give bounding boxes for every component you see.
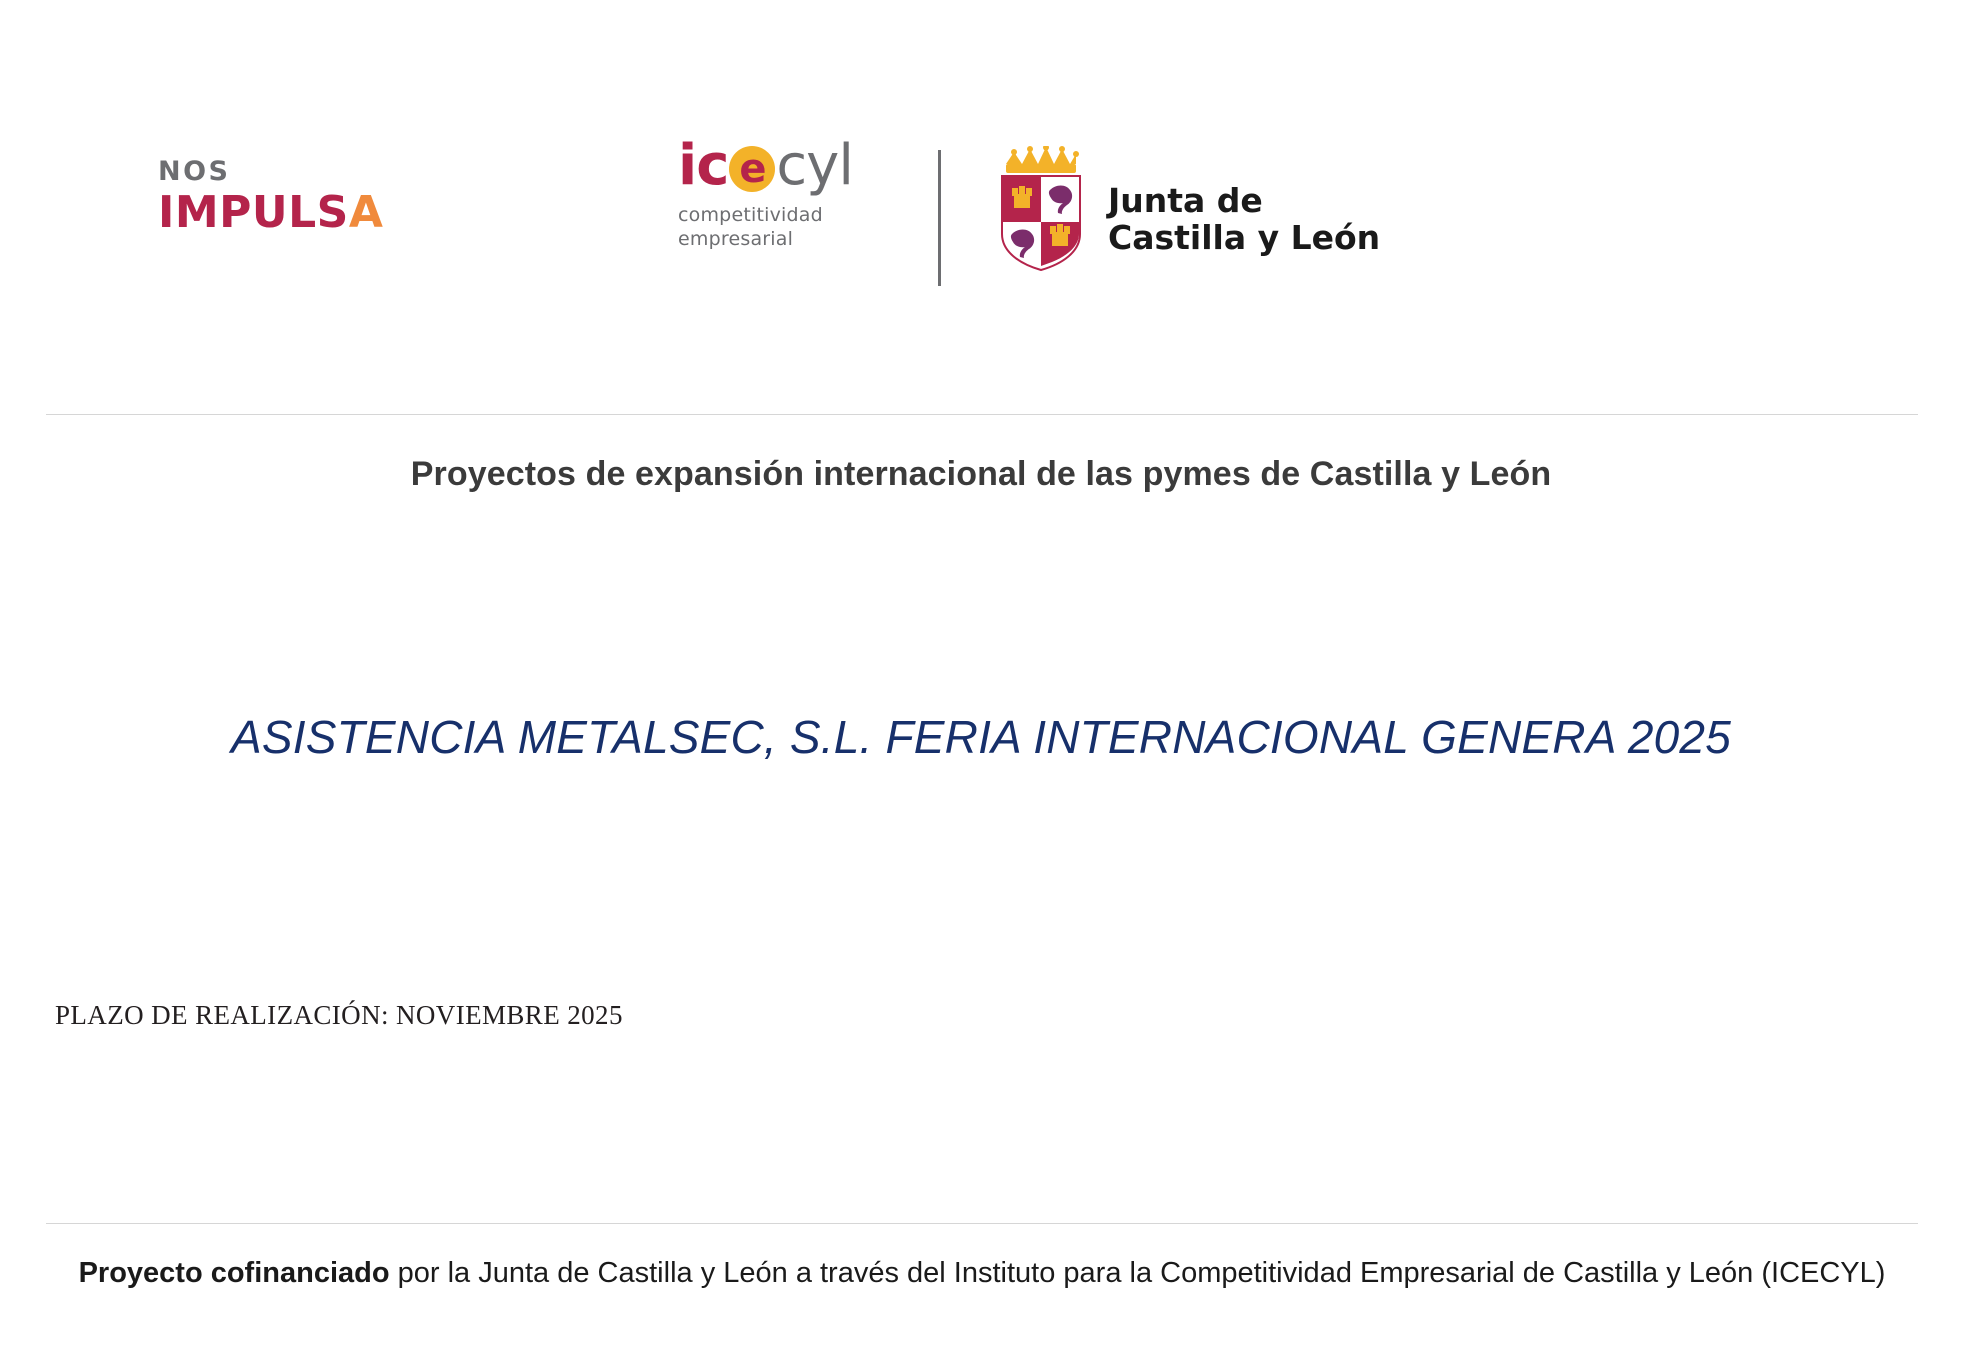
project-title: ASISTENCIA METALSEC, S.L. FERIA INTERNACIONAL GENERA 2025: [231, 711, 1731, 763]
nos-impulsa-main-text: IMPULS: [158, 187, 349, 238]
junta-line-2: Castilla y León: [1108, 218, 1381, 257]
nos-impulsa-nos-text: NOS: [158, 156, 231, 187]
icecyl-word-start: ic: [678, 133, 729, 198]
icecyl-circle-e: e: [729, 146, 775, 192]
nos-impulsa-wordmark: [158, 187, 384, 238]
nos-impulsa-logo: [158, 156, 384, 238]
deadline-text: PLAZO DE REALIZACIÓN: NOVIEMBRE 2025: [55, 1000, 623, 1030]
program-title: Proyectos de expansión internacional de las pymes de Castilla y León: [410, 455, 1552, 493]
footer-bold-text: Proyecto cofinanciado: [78, 1257, 390, 1289]
logo-divider: [938, 150, 941, 286]
junta-wordmark: [1108, 183, 1380, 257]
junta-line-1: Junta de: [1108, 181, 1263, 221]
logo-band: [0, 120, 1962, 320]
icecyl-wordmark: [678, 133, 853, 198]
castilla-leon-crest-icon: [990, 146, 1092, 272]
junta-logo: [990, 146, 1380, 272]
icecyl-subtitle-line2: empresarial: [678, 227, 794, 250]
nos-impulsa-accent-letter: A: [348, 187, 384, 238]
icecyl-subtitle: [678, 204, 853, 252]
icecyl-logo: [678, 133, 853, 252]
footer-note: [46, 1252, 1918, 1294]
divider-bottom: [46, 1223, 1918, 1224]
icecyl-word-end: cyl: [776, 133, 853, 198]
icecyl-subtitle-line1: competitividad: [678, 204, 823, 226]
divider-top: [46, 414, 1918, 415]
footer-rest-text: por la Junta de Castilla y León a través del Instituto para la Competitividad Empresarial de Castilla y León (ICECYL): [389, 1257, 1886, 1289]
